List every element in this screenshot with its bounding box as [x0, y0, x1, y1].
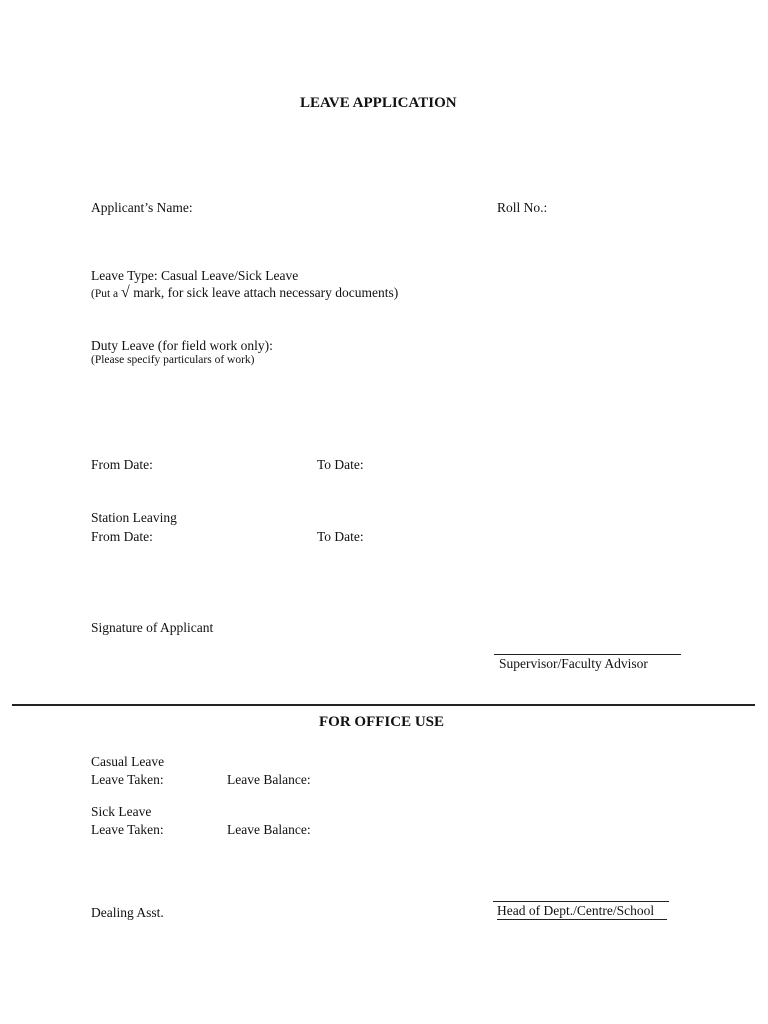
page-title: LEAVE APPLICATION	[300, 95, 457, 111]
sick-leave-taken-label: Leave Taken:	[91, 822, 164, 837]
to-date-label: To Date:	[317, 457, 364, 472]
station-leaving-label: Station Leaving	[91, 510, 177, 525]
leave-type-label: Leave Type: Casual Leave/Sick Leave	[91, 268, 299, 283]
casual-leave-taken-label: Leave Taken:	[91, 772, 164, 787]
duty-leave-note: (Please specify particulars of work)	[91, 354, 255, 366]
applicant-name-label: Applicant’s Name:	[91, 200, 193, 215]
station-to-date-label: To Date:	[317, 529, 364, 544]
hod-underline	[497, 919, 667, 920]
casual-leave-balance-label: Leave Balance:	[227, 772, 311, 787]
signature-label: Signature of Applicant	[91, 620, 214, 635]
casual-leave-label: Casual Leave	[91, 754, 165, 769]
office-use-title: FOR OFFICE USE	[319, 714, 445, 730]
dealing-asst-label: Dealing Asst.	[91, 905, 164, 920]
station-from-date-label: From Date:	[91, 529, 153, 544]
duty-leave-label: Duty Leave (for field work only):	[91, 338, 273, 353]
supervisor-signature-line	[494, 654, 681, 655]
hod-signature-line	[493, 901, 669, 902]
section-divider	[12, 704, 755, 706]
supervisor-label: Supervisor/Faculty Advisor	[499, 656, 648, 671]
hod-label: Head of Dept./Centre/School	[497, 903, 655, 918]
leave-type-note-suffix: mark, for sick leave attach necessary documents)	[129, 285, 399, 300]
from-date-label: From Date:	[91, 457, 153, 472]
roll-no-label: Roll No.:	[497, 200, 548, 215]
leave-type-note	[91, 284, 398, 302]
check-mark-symbol: √	[121, 284, 130, 301]
sick-leave-balance-label: Leave Balance:	[227, 822, 311, 837]
sick-leave-label: Sick Leave	[91, 804, 152, 819]
leave-type-note-prefix: (Put a	[91, 288, 122, 300]
